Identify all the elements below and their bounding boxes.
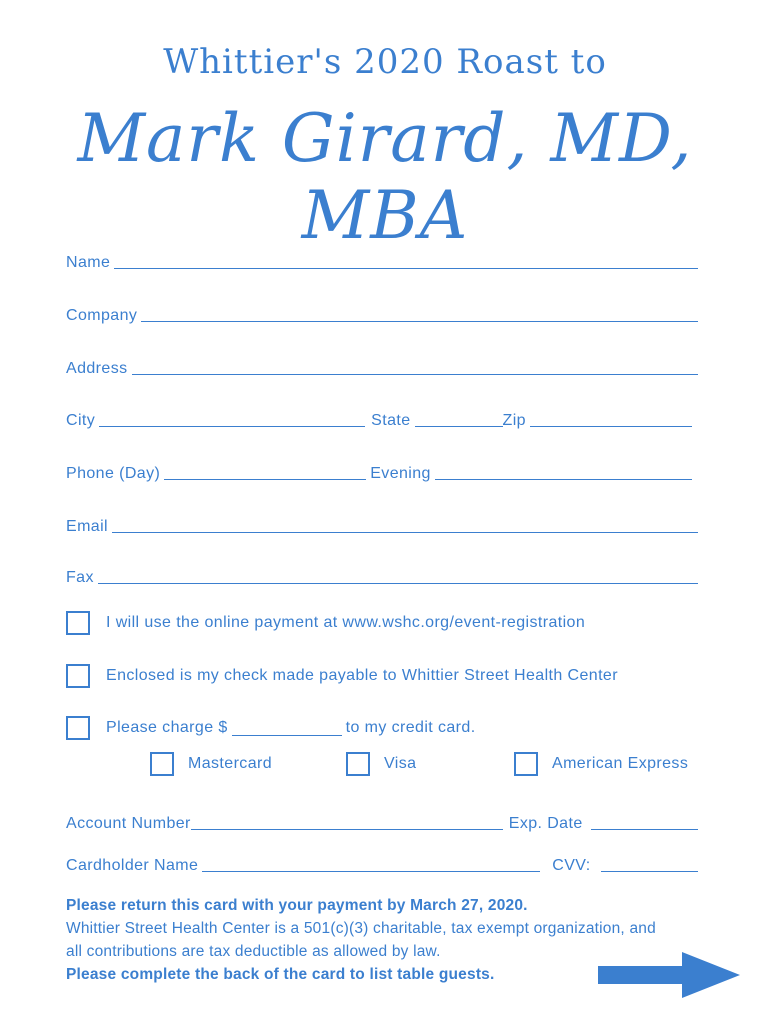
city-field[interactable] [99,410,365,427]
cardholder-label: Cardholder Name [66,857,199,874]
card-option-amex [514,752,688,776]
card-type-options [150,752,710,782]
city-state-zip-row [66,408,698,430]
phone-day-field[interactable] [164,463,366,480]
credit-card-checkbox[interactable] [66,716,90,740]
email-label: Email [66,518,109,535]
back-card-notice: Please complete the back of the card to list table guests. [66,966,495,983]
city-label: City [66,412,96,429]
visa-label: Visa [384,755,417,772]
company-label: Company [66,307,138,324]
exp-date-label: Exp. Date [508,815,583,832]
mastercard-label: Mastercard [188,755,273,772]
exp-date-field[interactable] [591,813,698,830]
cvv-field[interactable] [601,855,698,872]
right-arrow-icon [598,952,744,998]
tax-exempt-text: Whittier Street Health Center is a 501(c)(3) charitable, tax exempt organization, and all contributions are tax deductible as allowed by law. [66,920,656,960]
card-option-mastercard [150,752,272,776]
online-payment-label: I will use the online payment at www.wshc.org/event-registration [106,614,586,631]
zip-field[interactable] [530,410,692,427]
return-notice: Please return this card with your payment by March 27, 2020. [66,897,528,914]
online-payment-checkbox[interactable] [66,611,90,635]
fax-label: Fax [66,569,94,586]
check-payment-checkbox[interactable] [66,664,90,688]
account-number-label: Account Number [66,815,191,832]
state-label: State [371,412,411,429]
email-field[interactable] [112,516,698,533]
credit-card-option [66,716,476,740]
honoree-name: Mark Girard, MD, MBA [77,100,693,254]
address-label: Address [66,360,128,377]
email-row [66,514,698,536]
fax-row [66,565,698,587]
check-payment-label: Enclosed is my check made payable to Whittier Street Health Center [106,667,618,684]
event-subtitle: Whittier's 2020 Roast to [163,42,607,82]
cardholder-row [66,853,698,875]
charge-amount-field[interactable] [232,721,342,736]
account-row [66,811,698,833]
footer-notes [66,894,666,986]
visa-checkbox[interactable] [346,752,370,776]
online-payment-option [66,611,585,635]
mastercard-checkbox[interactable] [150,752,174,776]
name-row [66,250,698,272]
name-field[interactable] [114,252,698,269]
phone-day-label: Phone (Day) [66,465,161,482]
check-payment-option [66,664,618,688]
company-field[interactable] [141,305,698,322]
cardholder-field[interactable] [202,855,540,872]
name-label: Name [66,254,111,271]
cvv-label: CVV: [552,857,591,874]
amex-checkbox[interactable] [514,752,538,776]
company-row [66,303,698,325]
account-number-field[interactable] [191,813,503,830]
charge-label-before: Please charge $ [106,719,228,736]
fax-field[interactable] [98,567,698,584]
charge-label-after: to my credit card. [345,719,476,736]
evening-label: Evening [370,465,431,482]
card-option-visa [346,752,416,776]
phone-row [66,461,698,483]
address-row [66,356,698,378]
amex-label: American Express [552,755,689,772]
state-field[interactable] [415,410,503,427]
evening-phone-field[interactable] [435,463,692,480]
zip-label: Zip [502,412,526,429]
address-field[interactable] [132,358,699,375]
